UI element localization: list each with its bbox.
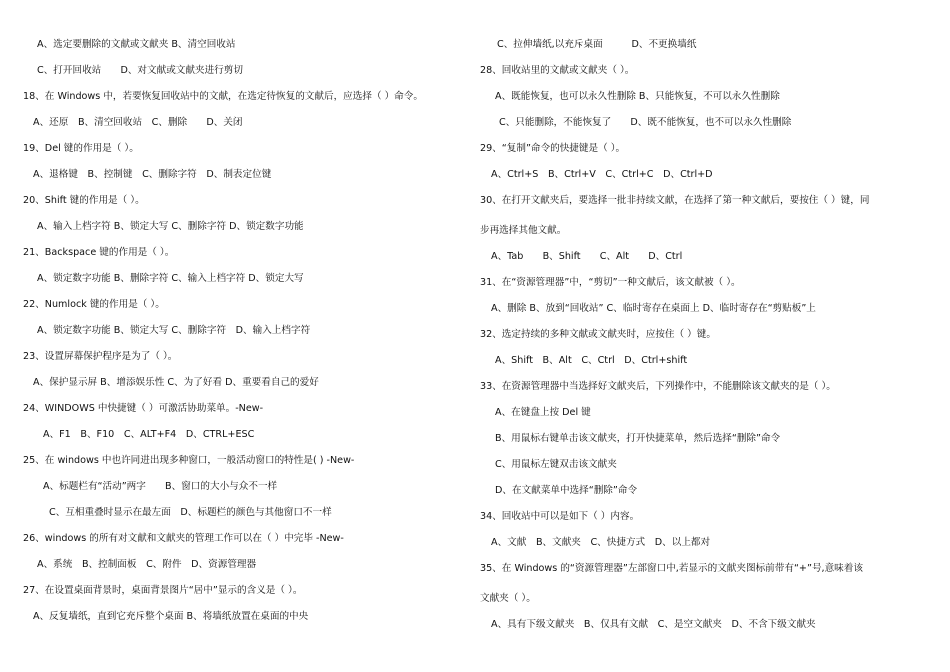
question-line: 28、回收站里的文献或文献夹（ ）。 <box>480 65 635 76</box>
text-line: A、在键盘上按 Del 键 <box>495 407 591 418</box>
question-line: 19、Del 键的作用是（ ）。 <box>23 143 139 154</box>
text-line: C、打开回收站 D、对文献或文献夹进行剪切 <box>37 65 243 76</box>
question-line: 26、windows 的所有对文献和文献夹的管理工作可以在（ ）中完毕 -New- <box>23 533 344 544</box>
text-line: A、Ctrl+S B、Ctrl+V C、Ctrl+C D、Ctrl+D <box>491 169 713 180</box>
question-line: 23、设置屏幕保护程序是为了（ ）。 <box>23 351 178 362</box>
text-line: A、输入上档字符 B、锁定大写 C、删除字符 D、锁定数字功能 <box>37 221 304 232</box>
text-line: C、互相重叠时显示在最左面 D、标题栏的颜色与其他窗口不一样 <box>49 507 332 518</box>
text-line: A、锁定数字功能 B、锁定大写 C、删除字符 D、输入上档字符 <box>37 325 311 336</box>
question-line: 31、在“资源管理器”中，“剪切”一种文献后，该文献被（ ）。 <box>480 277 741 288</box>
text-line: A、F1 B、F10 C、ALT+F4 D、CTRL+ESC <box>43 429 255 440</box>
question-line: 32、选定持续的多种文献或文献夹时，应按住（ ）键。 <box>480 329 716 340</box>
text-line: A、锁定数字功能 B、删除字符 C、输入上档字符 D、锁定大写 <box>37 273 304 284</box>
text-line: D、在文献菜单中选择“删除”命令 <box>495 485 638 496</box>
question-line: 34、回收站中可以是如下（ ）内容。 <box>480 511 640 522</box>
question-line: 18、在 Windows 中，若要恢复回收站中的文献，在选定待恢复的文献后，应选择（ ）命令。 <box>23 91 423 102</box>
text-line: A、退格键 B、控制键 C、删除字符 D、制表定位键 <box>33 169 272 180</box>
question-line: 29、“复制”命令的快捷键是（ ）。 <box>480 143 626 154</box>
question-line: 33、在资源管理器中当选择好文献夹后，下列操作中，不能删除该文献夹的是（ ）。 <box>480 381 836 392</box>
question-line: 27、在设置桌面背景时，桌面背景图片“居中”显示的含义是（ ）。 <box>23 585 303 596</box>
text-line: A、Shift B、Alt C、Ctrl D、Ctrl+shift <box>495 355 688 366</box>
text-line: C、只能删除，不能恢复了 D、既不能恢复，也不可以永久性删除 <box>499 117 792 128</box>
text-line: A、选定要删除的文献或文献夹 B、清空回收站 <box>37 39 236 50</box>
question-line-continued: 步再选择其他文献。 <box>480 225 567 236</box>
question-line: 24、WINDOWS 中快捷键（ ）可激活协助菜单。-New- <box>23 403 264 414</box>
question-line: 30、在打开文献夹后，要选择一批非持续文献，在选择了第一种文献后，要按住（ ）键，同 <box>480 195 870 206</box>
question-line: 25、在 windows 中也许同进出现多种窗口，一般活动窗口的特性是( ) -New- <box>23 455 355 466</box>
text-line: B、用鼠标右键单击该文献夹，打开快捷菜单，然后选择“删除”命令 <box>495 433 781 444</box>
text-line: C、用鼠标左键双击该文献夹 <box>495 459 617 470</box>
text-line: C、拉伸墙纸,以充斥桌面 D、不更换墙纸 <box>497 39 697 50</box>
question-line-continued: 文献夹（ ）。 <box>480 593 536 604</box>
text-line: A、反复墙纸，直到它充斥整个桌面 B、将墙纸放置在桌面的中央 <box>33 611 309 622</box>
question-line: 20、Shift 键的作用是（ ）。 <box>23 195 145 206</box>
text-line: A、保护显示屏 B、增添娱乐性 C、为了好看 D、重要看自己的爱好 <box>33 377 319 388</box>
text-line: A、还原 B、清空回收站 C、删除 D、关闭 <box>33 117 243 128</box>
text-line: A、文献 B、文献夹 C、快捷方式 D、以上都对 <box>491 537 711 548</box>
text-line: A、具有下级文献夹 B、仅具有文献 C、是空文献夹 D、不含下级文献夹 <box>491 619 816 630</box>
text-line: A、Tab B、Shift C、Alt D、Ctrl <box>491 251 683 262</box>
question-line: 35、在 Windows 的“资源管理器”左部窗口中,若显示的文献夹图标前带有“+”号,意味着该 <box>480 563 863 574</box>
text-line: A、标题栏有“活动”两字 B、窗口的大小与众不一样 <box>43 481 278 492</box>
text-line: A、删除 B、放到“回收站” C、临时寄存在桌面上 D、临时寄存在“剪贴板”上 <box>491 303 816 314</box>
text-line: A、系统 B、控制面板 C、附件 D、资源管理器 <box>37 559 257 570</box>
question-line: 21、Backspace 键的作用是（ ）。 <box>23 247 175 258</box>
text-line: A、既能恢复，也可以永久性删除 B、只能恢复，不可以永久性删除 <box>495 91 780 102</box>
question-line: 22、Numlock 键的作用是（ ）。 <box>23 299 165 310</box>
